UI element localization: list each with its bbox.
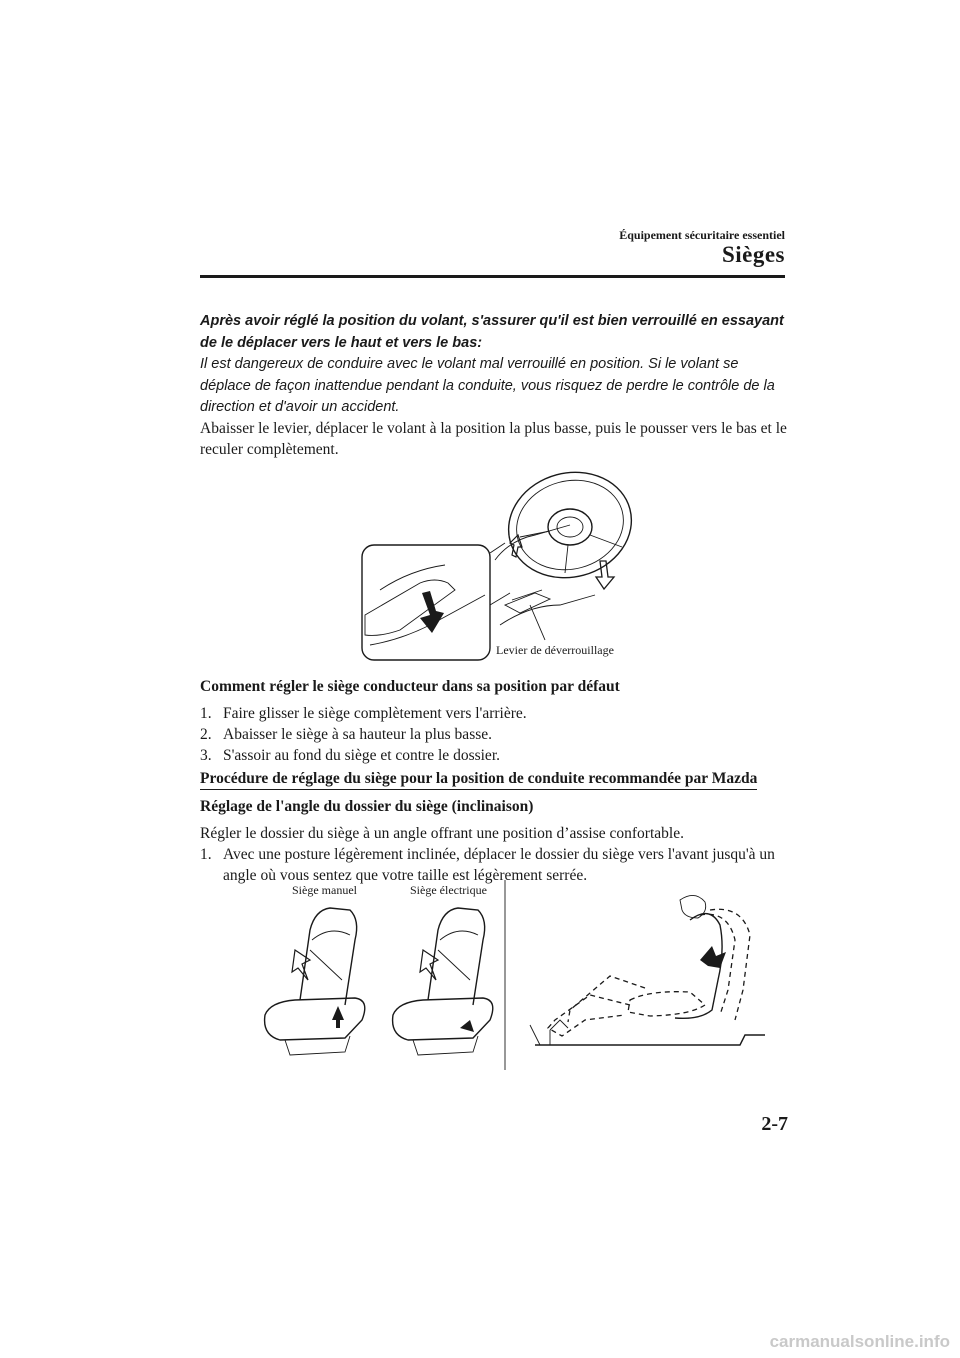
warning-text: Il est dangereux de conduire avec le volant mal verrouillé en position. Si le volant se déplace de façon inattendue pendant la conduite, vous risquez de perdre le contrôle de la direction et d'avoir un accident. [200, 356, 775, 415]
warning-bold-text: Après avoir réglé la position du volant, s'assurer qu'il est bien verrouillé en essayant de le déplacer vers le haut et vers le bas: [200, 313, 784, 351]
default-position-steps [200, 703, 790, 766]
seatback-intro-text: Régler le dossier du siège à un angle offrant une position d’assise confortable. [200, 825, 684, 842]
page-title: Sièges [721, 242, 785, 267]
steering-wheel-illustration [360, 465, 650, 665]
recommended-position-heading: Procédure de réglage du siège pour la position de conduite recommandée par Mazda [200, 770, 757, 790]
list-item: 2. Abaisser le siège à sa hauteur la plus basse. [200, 726, 493, 743]
manual-seat-caption: Siège manuel [292, 883, 357, 897]
list-item: 3. S'assoir au fond du siège et contre le dossier. [200, 747, 500, 764]
electric-seat-caption: Siège électrique [410, 883, 487, 897]
list-item: 1. Avec une posture légèrement inclinée, déplacer le dossier du siège vers l'avant jusqu'à un angle où vous sentez que votre taille est légèrement serrée. [200, 846, 775, 884]
seat-illustrations [250, 880, 775, 1075]
page-number: 2-7 [761, 1113, 788, 1135]
watermark-text: carmanualsonline.info [769, 1332, 950, 1351]
header-divider [200, 275, 785, 278]
steering-wheel-figure [360, 465, 650, 665]
seatback-angle-heading: Réglage de l'angle du dossier du siège (inclinaison) [200, 798, 534, 815]
steering-adjust-paragraph: Abaisser le levier, déplacer le volant à la position la plus basse, puis le pousser vers le bas et le reculer complètement. [200, 420, 787, 458]
release-lever-callout: Levier de déverrouillage [496, 643, 614, 657]
seat-adjust-figure [250, 880, 775, 1075]
default-position-heading: Comment régler le siège conducteur dans sa position par défaut [200, 678, 620, 695]
section-label: Équipement sécuritaire essentiel [619, 228, 785, 242]
list-item: 1. Faire glisser le siège complètement vers l'arrière. [200, 705, 527, 722]
